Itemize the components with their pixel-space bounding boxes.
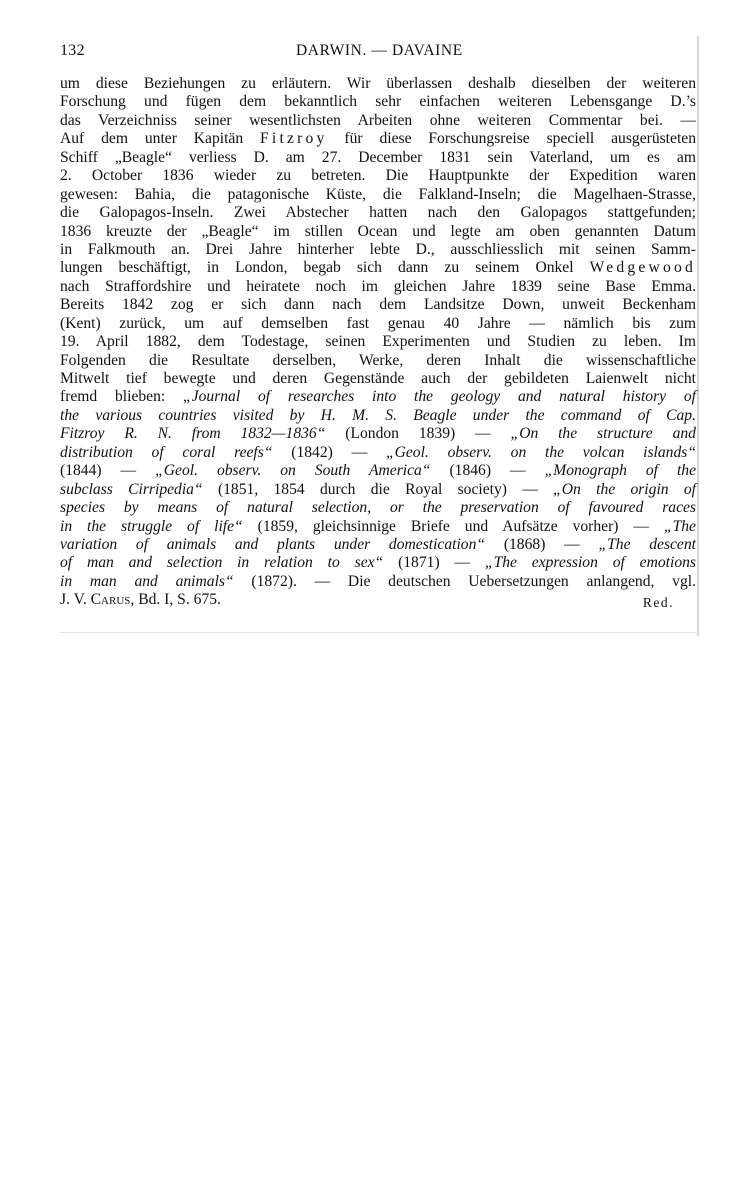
text-line: 19. April 1882, dem Todestage, seinen Experimenten und Studien zu leben. Im [60, 333, 696, 351]
work-title: „Geol. observ. on the volcan islands“ [385, 443, 696, 461]
text-line: Mitwelt tief bewegte und deren Gegenstände auch der gebildeten Laienwelt nicht [60, 370, 696, 387]
scan-border-right [697, 36, 699, 636]
text-line: variation of animals and plants under domestication“ (1868) — „The descent [60, 535, 696, 553]
work-title: of man and selection in relation to sex“ [60, 554, 384, 572]
work-title: „The expression of emotions [484, 554, 696, 572]
text-line: um diese Beziehungen zu erläutern. Wir überlassen deshalb dieselben der weiteren [60, 75, 696, 92]
work-title: species by means of natural selection, or the preservation of favoured races [60, 499, 696, 517]
work-title: „Journal of researches into the geology and natural history of [183, 388, 696, 406]
text-line: die Galopagos-Inseln. Zwei Abstecher hatten nach den Galopagos stattgefunden; [60, 204, 696, 222]
scan-border-bottom [60, 632, 700, 633]
work-title: in the struggle of life“ [60, 517, 243, 535]
work-title: „The descent [598, 535, 696, 553]
text-line: 1836 kreuzte der „Beagle“ im stillen Ocean und legte am oben genannten Datum [60, 222, 696, 240]
text-line: Forschung und fügen dem bekanntlich sehr einfachen weiteren Lebensgange D.’s [60, 93, 696, 111]
author-carus: Carus [90, 591, 131, 609]
text-line: distribution of coral reefs“ (1842) — „Geol. observ. on the volcan islands“ [60, 443, 696, 461]
text-line: Schiff „Beagle“ verliess D. am 27. December 1831 sein Vaterland, um es am [60, 148, 696, 166]
running-head: DARWIN. — DAVAINE [296, 42, 463, 59]
page-number: 132 [60, 42, 85, 59]
text-line: Fitzroy R. N. from 1832—1836“ (London 1839) — „On the structure and [60, 425, 696, 443]
text-line: lungen beschäftigt, in London, begab sich dann zu seinem Onkel Wedgewood [60, 259, 696, 277]
text-line: of man and selection in relation to sex“ (1871) — „The expression of emotions [60, 554, 696, 572]
work-title: „On the structure and [510, 425, 696, 443]
text-line: nach Straffordshire und heiratete noch im gleichen Jahre 1839 seine Base Emma. [60, 277, 696, 295]
spaced-name-fitzroy: Fitzroy [260, 130, 328, 148]
work-title: „Monograph of the [544, 462, 696, 480]
work-title: variation of animals and plants under domestication“ [60, 535, 486, 553]
text-line: 2. October 1836 wieder zu betreten. Die Hauptpunkte der Expedition waren [60, 167, 696, 185]
text-line [60, 407, 696, 425]
page-header [60, 42, 696, 64]
work-title: „Geol. observ. on South America“ [155, 462, 431, 480]
work-title: Fitzroy R. N. from 1832—1836“ [60, 425, 326, 443]
signature: Red. [642, 595, 674, 611]
text-line: in Falkmouth an. Drei Jahre hinterher lebte D., ausschliesslich mit seinen Samm- [60, 240, 696, 258]
work-title: distribution of coral reefs“ [60, 443, 273, 461]
work-title: subclass Cirripedia“ [60, 480, 203, 498]
body-text [60, 75, 696, 610]
text-line: in man and animals“ (1872). — Die deutschen Uebersetzungen anlangend, vgl. [60, 572, 696, 590]
text-line: in the struggle of life“ (1859, gleichsinnige Briefe und Aufsätze vorher) — „The [60, 517, 696, 535]
text-line: fremd blieben: „Journal of researches into the geology and natural history of [60, 388, 696, 406]
text-line: (Kent) zurück, um auf demselben fast genau 40 Jahre — nämlich bis zum [60, 314, 696, 332]
text-line [60, 499, 696, 517]
work-title: „On the origin of [553, 480, 696, 498]
text-line: (1844) — „Geol. observ. on South America“ (1846) — „Monograph of the [60, 462, 696, 480]
work-title: the various countries visited by H. M. S. Beagle under the command of Cap. [60, 406, 696, 424]
text-line: das Verzeichniss seiner wesentlichsten Arbeiten ohne weiteren Commentar bei. — [60, 111, 696, 129]
text-line: Folgenden die Resultate derselben, Werke, deren Inhalt die wissenschaftliche [60, 351, 696, 369]
work-title: „The [663, 517, 696, 535]
text-line: Auf dem unter Kapitän Fitzroy für diese Forschungsreise speciell ausgerüsteten [60, 130, 696, 148]
text-line: Bereits 1842 zog er sich dann nach dem Landsitze Down, unweit Beckenham [60, 296, 696, 314]
spaced-name-wedgewood: Wedgewood [589, 259, 696, 277]
work-title: in man and animals“ [60, 572, 234, 590]
text-line: J. V. Carus, Bd. I, S. 675. Red. [60, 591, 696, 609]
text-line: gewesen: Bahia, die patagonische Küste, die Falkland-Inseln; die Magelhaen-Strasse, [60, 185, 696, 203]
text-line: subclass Cirripedia“ (1851, 1854 durch die Royal society) — „On the origin of [60, 480, 696, 498]
